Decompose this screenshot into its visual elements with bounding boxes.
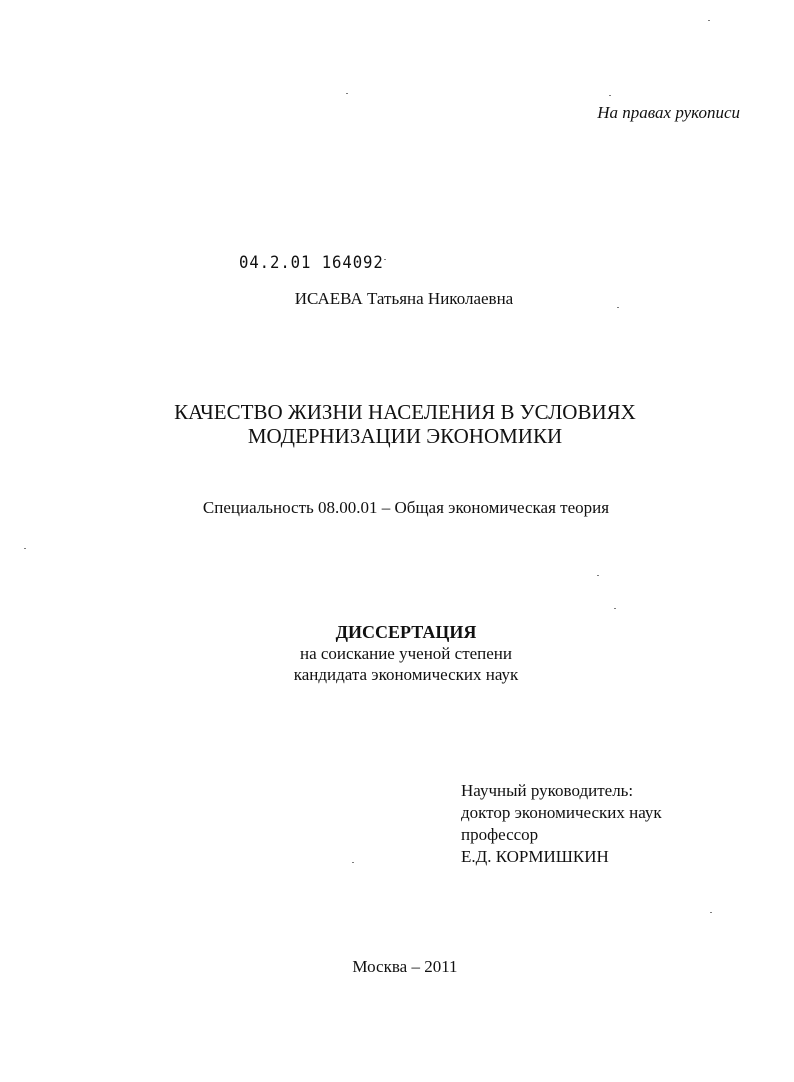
scan-speck (609, 95, 611, 96)
scan-speck (708, 20, 710, 21)
archive-stamp-number: 04.2.01 164092 (239, 253, 384, 273)
title-line-1: КАЧЕСТВО ЖИЗНИ НАСЕЛЕНИЯ В УСЛОВИЯХ (174, 400, 636, 424)
scan-speck (614, 608, 616, 609)
supervisor-name: Е.Д. КОРМИШКИН (461, 847, 609, 866)
dissertation-heading: ДИССЕРТАЦИЯ (335, 622, 477, 642)
scan-speck (597, 575, 599, 576)
supervisor-label: Научный руководитель: (461, 781, 634, 800)
supervisor-rank: профессор (461, 825, 539, 844)
specialty-line: Специальность 08.00.01 – Общая экономическая теория (202, 498, 610, 517)
scan-speck (346, 93, 348, 94)
author-name: ИСАЕВА Татьяна Николаевна (294, 289, 514, 308)
scan-speck (352, 862, 354, 863)
dissertation-title (0, 400, 794, 448)
supervisor-block (461, 780, 662, 868)
scan-speck (384, 259, 386, 260)
supervisor-degree: доктор экономических наук (461, 803, 662, 822)
city-year: Москва – 2011 (352, 957, 458, 976)
scan-speck (710, 912, 712, 913)
scan-speck (617, 307, 619, 308)
dissertation-block (0, 622, 794, 685)
degree-line-1: на соискание ученой степени (299, 644, 513, 663)
scan-speck (24, 548, 26, 549)
degree-line-2: кандидата экономических наук (293, 665, 519, 684)
title-line-2: МОДЕРНИЗАЦИИ ЭКОНОМИКИ (247, 424, 563, 448)
manuscript-note: На правах рукописи (597, 103, 740, 122)
